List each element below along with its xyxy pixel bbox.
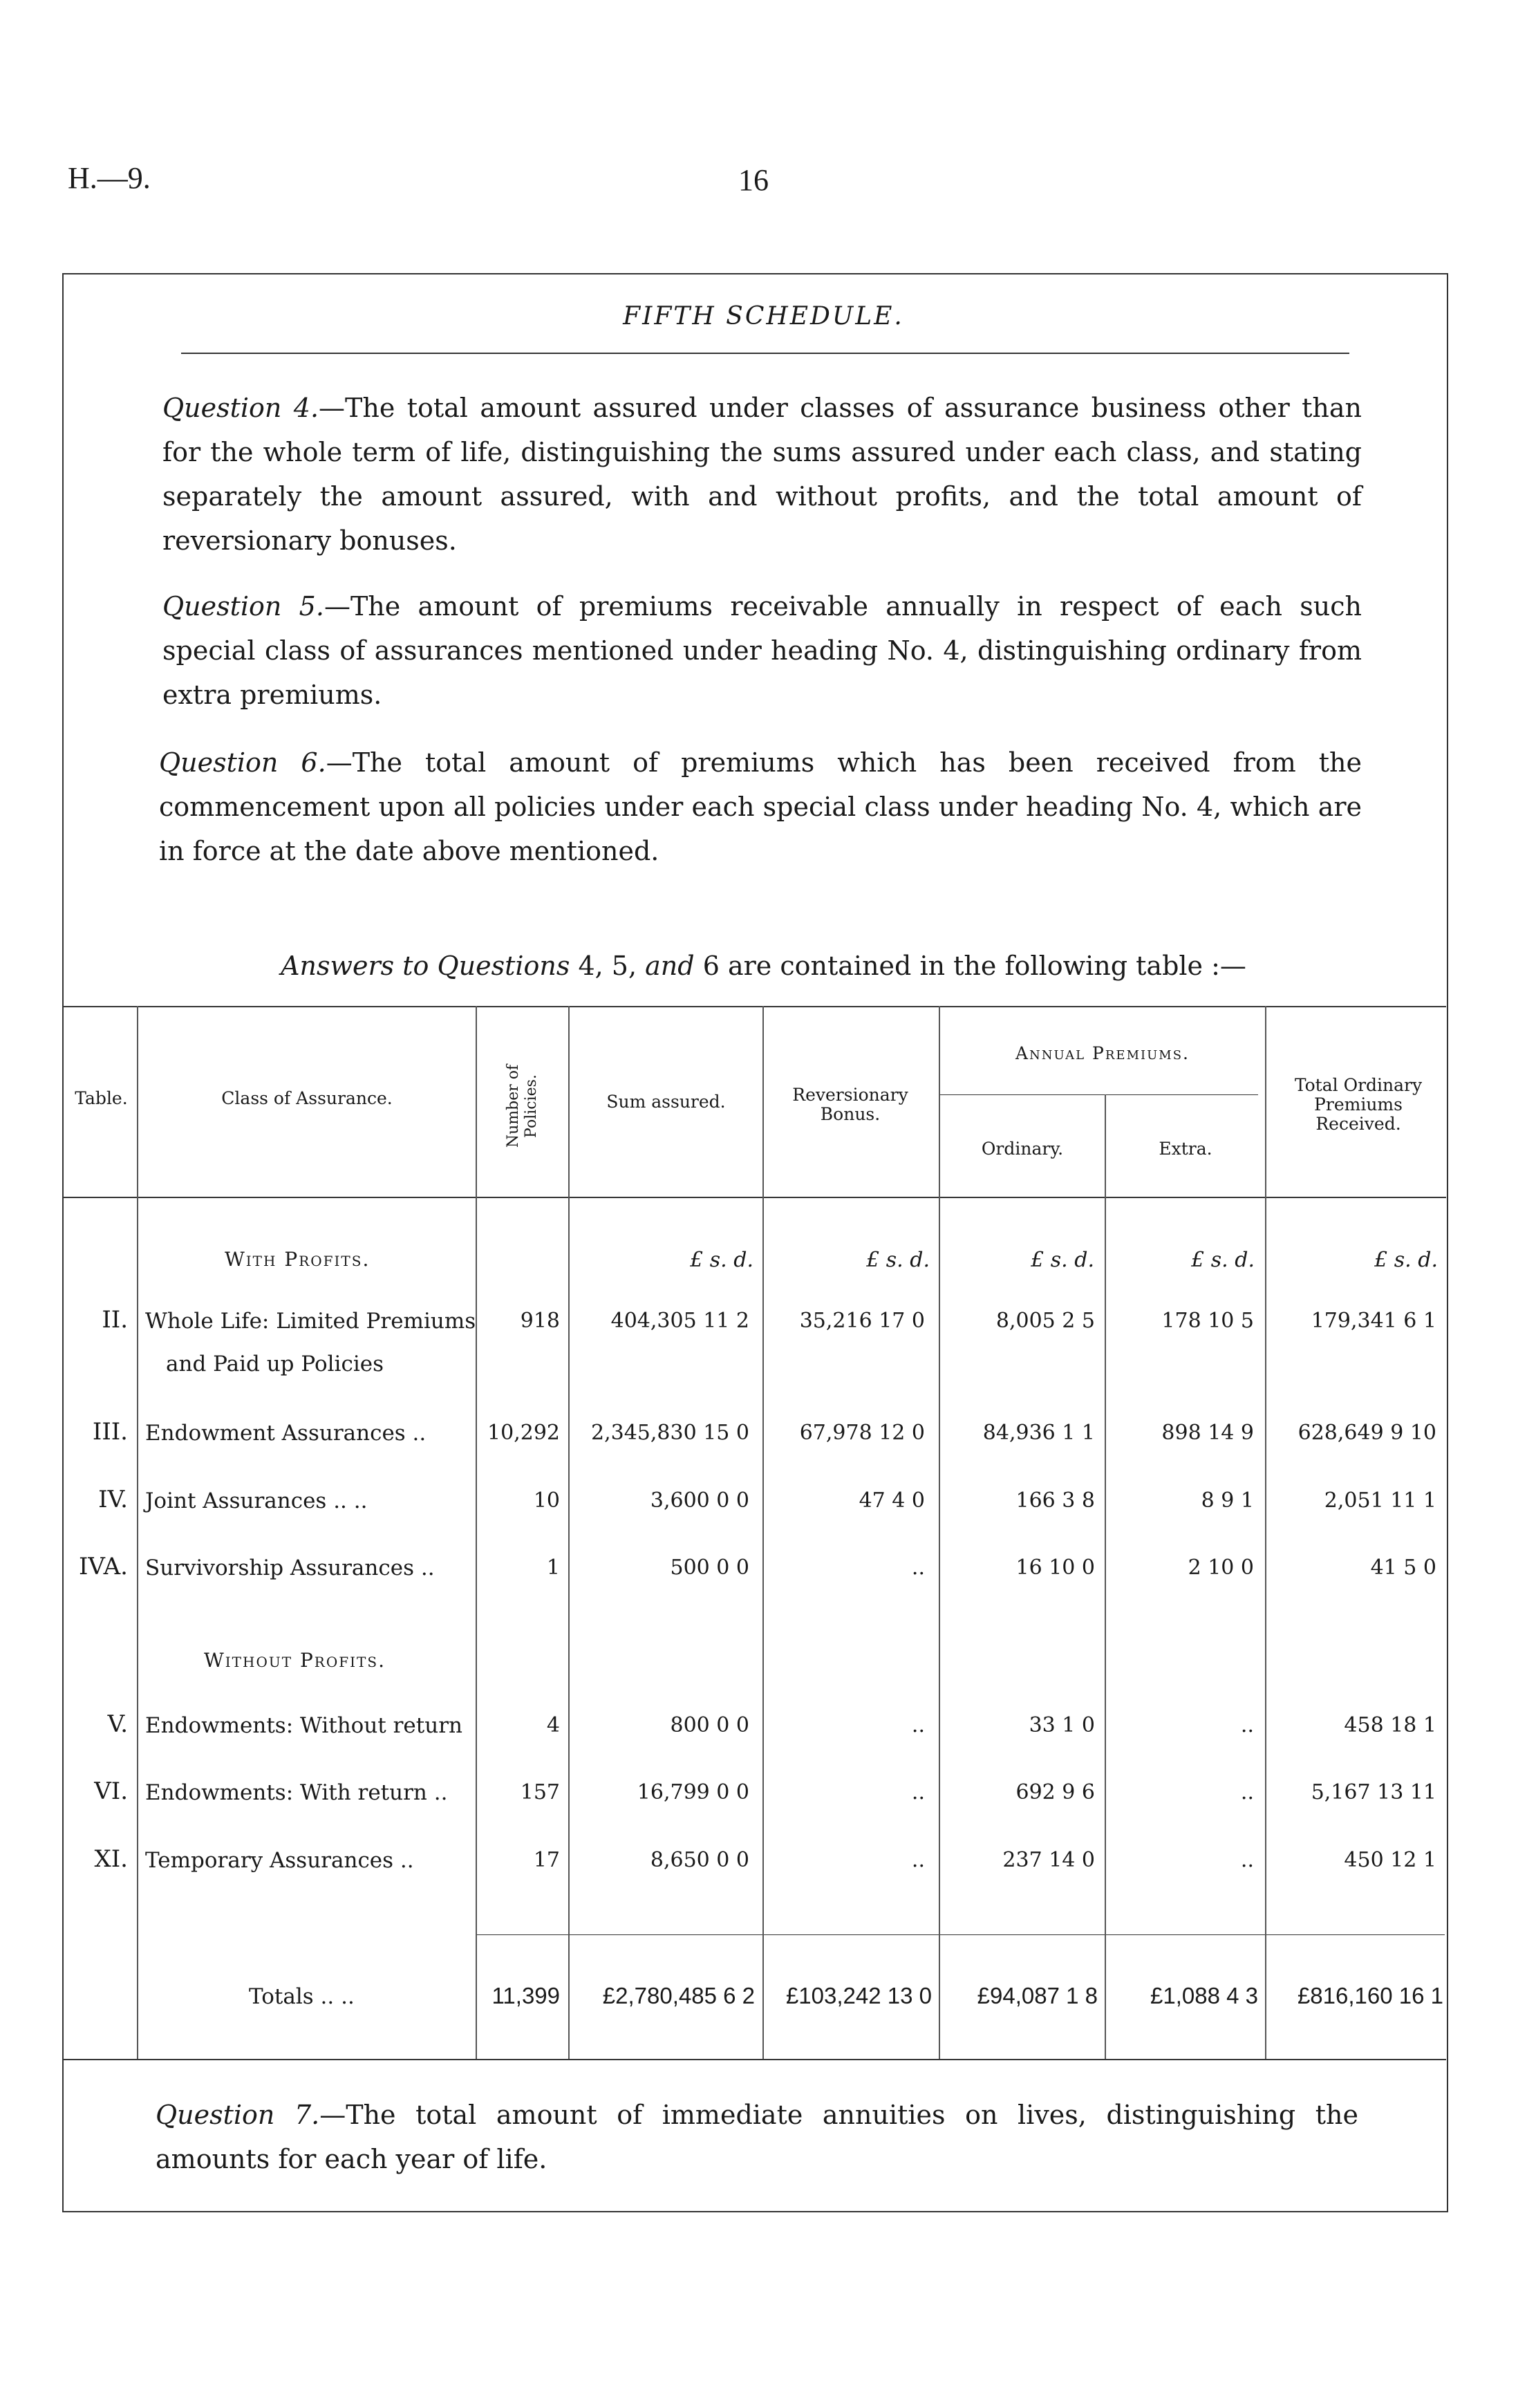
units-ordinary: £ s. d. [1031,1248,1094,1272]
row-ordinary: 237 14 0 [1002,1848,1095,1872]
question-label: Question 7. [156,2100,320,2130]
answers-n2: 6 [702,951,720,981]
row-class: Whole Life: Limited Premiums [145,1309,476,1334]
row-policies: 4 [546,1713,560,1737]
header-class: Class of Assurance. [221,1088,393,1108]
section-with-profits: With Profits. [225,1248,371,1271]
row-table-number: III. [92,1418,128,1446]
header-policies [477,1037,568,1175]
row-policies: 10 [533,1488,560,1513]
title-rule [181,353,1349,354]
totals-rule [477,1934,1445,1935]
header-ordinary: Ordinary. [981,1139,1064,1159]
row-sum-assured: 8,650 0 0 [650,1848,749,1872]
totals-extra: £1,088 4 3 [1150,1983,1258,2008]
totals-ordinary: £94,087 1 8 [977,1983,1098,2008]
table-top-rule [64,1006,1446,1007]
question-7 [156,2093,1358,2181]
row-class: Survivorship Assurances .. [145,1556,435,1580]
row-sum-assured: 2,345,830 15 0 [590,1421,749,1445]
row-sum-assured: 800 0 0 [670,1713,749,1737]
units-total: £ s. d. [1374,1248,1438,1272]
page-number: 16 [738,163,769,197]
row-policies: 1 [546,1556,560,1580]
row-class: Joint Assurances .. .. [145,1488,368,1513]
units-sum: £ s. d. [690,1248,753,1272]
row-policies: 157 [520,1780,560,1804]
answers-italic: Answers to Questions [281,951,570,981]
row-extra: .. [1240,1713,1254,1737]
row-table-number: IV. [98,1486,128,1513]
question-label: Question 4. [162,393,319,423]
row-total: 450 12 1 [1344,1848,1436,1872]
question-5 [162,584,1362,717]
column-divider [939,1006,940,2059]
header-extra: Extra. [1159,1139,1212,1159]
row-total: 458 18 1 [1344,1713,1436,1737]
row-ordinary: 84,936 1 1 [982,1421,1095,1445]
answers-rest: are contained in the following table :— [727,951,1246,981]
answers-n1: 4, 5, [578,951,637,981]
row-extra: 898 14 9 [1161,1421,1254,1445]
row-bonus: .. [911,1713,925,1737]
row-bonus: .. [911,1780,925,1804]
totals-sum: £2,780,485 6 2 [602,1983,755,2008]
table-bottom-rule [64,2059,1446,2060]
question-label: Question 6. [159,747,326,778]
totals-total: £816,160 16 1 [1297,1983,1443,2008]
question-6 [159,740,1362,873]
column-divider [1105,1094,1106,2059]
section-without-profits: Without Profits. [204,1649,386,1672]
answers-line [0,951,1527,981]
header-total: Total Ordinary Premiums Received. [1294,1075,1423,1134]
row-table-number: II. [102,1306,128,1334]
row-table-number: XI. [94,1845,128,1873]
row-extra: .. [1240,1780,1254,1804]
row-extra: 178 10 5 [1161,1309,1254,1333]
row-table-number: VI. [94,1777,128,1805]
row-total: 41 5 0 [1370,1556,1436,1580]
row-total: 2,051 11 1 [1324,1488,1436,1513]
row-policies: 918 [520,1309,560,1333]
question-text: —The total amount assured under classes of assurance business other than for the whole term of life, distinguishing the sums assured under each class, and stating separately the amount assured, with and without profits, and the total amount of reversionary bonuses. [162,393,1362,556]
row-table-number: V. [107,1710,128,1738]
row-ordinary: 692 9 6 [1015,1780,1095,1804]
row-ordinary: 166 3 8 [1015,1488,1095,1513]
annual-premiums-rule [940,1094,1258,1095]
row-ordinary: 8,005 2 5 [995,1309,1095,1333]
row-table-number: IVA. [78,1553,128,1580]
row-class: Temporary Assurances .. [145,1848,414,1873]
row-extra: .. [1240,1848,1254,1872]
header-annual-premiums: Annual Premiums. [1015,1043,1190,1063]
question-text: —The total amount of premiums which has been received from the commencement upon all policies under each special class under heading No. 4, which are in force at the date above mentioned. [159,747,1362,866]
row-ordinary: 33 1 0 [1029,1713,1095,1737]
column-divider [137,1006,138,2059]
row-bonus: 67,978 12 0 [799,1421,925,1445]
header-bonus: Reversionary Bonus. [792,1085,908,1124]
row-sum-assured: 16,799 0 0 [637,1780,749,1804]
row-policies: 10,292 [487,1421,560,1445]
row-total: 628,649 9 10 [1298,1421,1436,1445]
row-sum-assured: 500 0 0 [670,1556,749,1580]
row-bonus: .. [911,1848,925,1872]
question-4 [162,386,1362,563]
column-divider [568,1006,570,2059]
column-divider [1265,1006,1266,2059]
row-total: 5,167 13 11 [1311,1780,1436,1804]
header-bottom-rule [64,1197,1446,1198]
row-sum-assured: 3,600 0 0 [650,1488,749,1513]
question-text: —The total amount of immediate annuities on lives, distinguishing the amounts for each year of life. [156,2100,1358,2174]
row-bonus: 35,216 17 0 [799,1309,925,1333]
totals-bonus: £103,242 13 0 [785,1983,932,2008]
row-extra: 8 9 1 [1201,1488,1254,1513]
row-class-continued: and Paid up Policies [166,1352,384,1376]
header-policies-text: Number of Policies. [505,1064,540,1148]
row-class: Endowments: Without return [145,1713,462,1738]
column-divider [762,1006,764,2059]
schedule-title: FIFTH SCHEDULE. [623,302,904,330]
row-bonus: .. [911,1556,925,1580]
header-sum: Sum assured. [606,1092,726,1112]
units-bonus: £ s. d. [866,1248,930,1272]
units-extra: £ s. d. [1191,1248,1255,1272]
row-class: Endowments: With return .. [145,1780,448,1805]
row-ordinary: 16 10 0 [1015,1556,1095,1580]
row-sum-assured: 404,305 11 2 [610,1309,749,1333]
page-ref: H.—9. [68,161,151,195]
totals-label: Totals .. .. [249,1984,355,2009]
header-table: Table. [75,1088,128,1108]
row-bonus: 47 4 0 [859,1488,925,1513]
row-policies: 17 [533,1848,560,1872]
question-label: Question 5. [162,591,324,622]
totals-policies: 11,399 [491,1983,560,2008]
row-total: 179,341 6 1 [1311,1309,1436,1333]
answers-and: and [645,951,695,981]
row-extra: 2 10 0 [1188,1556,1254,1580]
schedule-frame [62,273,1448,2212]
row-class: Endowment Assurances .. [145,1421,427,1446]
question-text: —The amount of premiums receivable annually in respect of each such special class of assurances mentioned under heading No. 4, distinguishing ordinary from extra premiums. [162,591,1362,710]
